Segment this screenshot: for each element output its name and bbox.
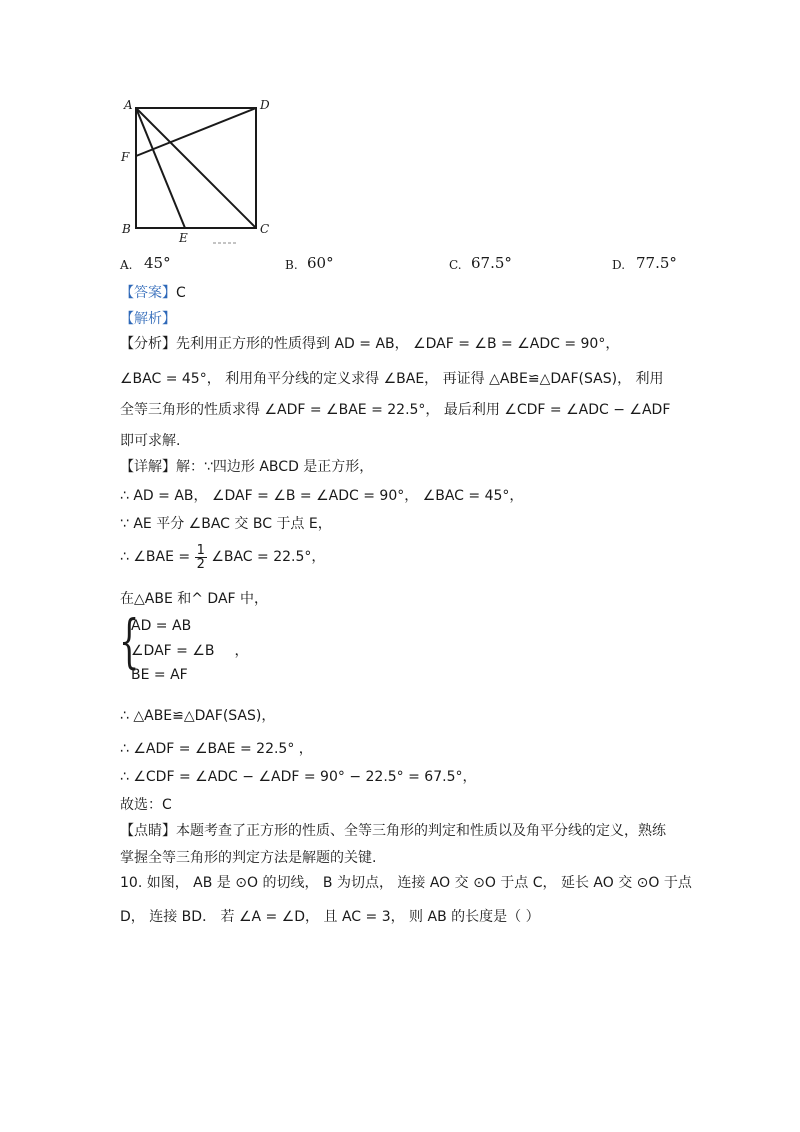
- detail-line-4-post: ∠BAC = 22.5°，: [211, 549, 326, 565]
- analysis-line-2: ∠BAC = 45°， 利用角平分线的定义求得 ∠BAE， 再证得 △ABE≌△DAF(SAS)， 利用: [120, 371, 664, 387]
- detail-line-7: ∴ ∠ADF = ∠BAE = 22.5° ，: [120, 741, 313, 757]
- detail-line-6: ∴ △ABE≌△DAF(SAS)，: [120, 708, 276, 724]
- system-eq-2: [131, 642, 249, 660]
- analysis-tag: 【解析】: [120, 311, 176, 327]
- option-c-letter: C.: [449, 258, 462, 272]
- detail-line-8: ∴ ∠CDF = ∠ADC − ∠ADF = 90° − 22.5° = 67.5°，: [120, 769, 477, 785]
- detail-line-4-pre: ∴ ∠BAE =: [120, 549, 191, 565]
- detail-line-1: 【详解】解：∵四边形 ABCD 是正方形，: [120, 459, 374, 475]
- system-brace: {: [119, 607, 140, 675]
- analysis-line-3: 全等三角形的性质求得 ∠ADF = ∠BAE = 22.5°， 最后利用 ∠CDF = ∠ADC − ∠ADF: [120, 402, 671, 418]
- question-10-line-2: D， 连接 BD． 若 ∠A = ∠D， 且 AC = 3， 则 AB 的长度是（ ）: [120, 909, 540, 925]
- system-eq-1: AD = AB: [131, 618, 192, 634]
- system-eq-2-text: ∠DAF = ∠B: [131, 643, 215, 659]
- option-d-value: 77.5°: [636, 254, 677, 272]
- dianjing-line-1: 【点睛】本题考查了正方形的性质、全等三角形的判定和性质以及角平分线的定义，熟练: [120, 823, 666, 839]
- answer-tag: 【答案】: [120, 285, 176, 301]
- option-b-value: 60°: [307, 254, 334, 272]
- detail-line-5: 在△ABE 和^ DAF 中，: [120, 591, 269, 607]
- option-d-letter: D.: [612, 258, 626, 272]
- dianjing-line-2: 掌握全等三角形的判定方法是解题的关键.: [120, 850, 377, 866]
- label-d: D: [260, 98, 270, 112]
- detail-line-2: ∴ AD = AB， ∠DAF = ∠B = ∠ADC = 90°， ∠BAC = 45°，: [120, 488, 524, 504]
- fraction-denominator: 2: [196, 556, 205, 572]
- fraction-one-half: [195, 544, 207, 571]
- detail-line-3: ∵ AE 平分 ∠BAC 交 BC 于点 E，: [120, 516, 332, 532]
- detail-line-9: 故选：C: [120, 797, 172, 813]
- segment-ac: [136, 108, 256, 228]
- label-b: B: [122, 222, 131, 236]
- label-c: C: [260, 222, 270, 236]
- question-10-line-1: 10. 如图， AB 是 ⊙O 的切线， B 为切点， 连接 AO 交 ⊙O 于点 C， 延长 AO 交 ⊙O 于点: [120, 875, 692, 891]
- fraction-numerator: 1: [196, 542, 205, 558]
- option-c-value: 67.5°: [471, 254, 512, 272]
- option-b-letter: B.: [285, 258, 298, 272]
- answer-line: [120, 284, 186, 302]
- option-a-value: 45°: [144, 254, 171, 272]
- analysis-line-4: 即可求解.: [120, 433, 181, 449]
- square-figure: [118, 98, 278, 248]
- label-e: E: [179, 231, 188, 245]
- segment-ae: [136, 108, 185, 228]
- label-f: F: [121, 150, 130, 164]
- label-a: A: [124, 98, 133, 112]
- system-eq-3: BE = AF: [131, 667, 188, 683]
- option-a-letter: A.: [120, 258, 133, 272]
- detail-line-4: [120, 541, 325, 573]
- segment-fd: [136, 108, 256, 156]
- analysis-line-1: 【分析】先利用正方形的性质得到 AD = AB， ∠DAF = ∠B = ∠ADC = 90°，: [120, 336, 620, 352]
- answer-value: C: [176, 285, 186, 301]
- system-eq-2-tail: ，: [234, 643, 249, 659]
